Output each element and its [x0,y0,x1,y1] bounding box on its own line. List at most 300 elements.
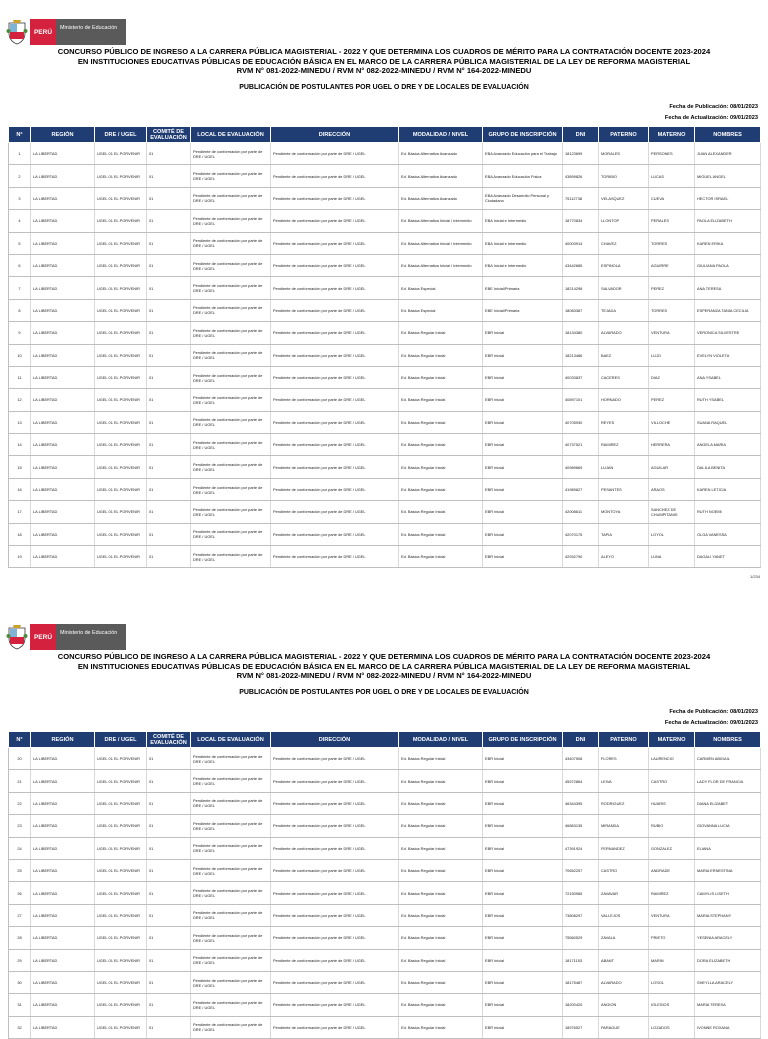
cell-nombres: DAGALI YANET [695,546,761,568]
cell-dni: 43899826 [563,165,599,187]
cell-modalidad-nivel: Ed. Básica Regular Inicial [399,994,483,1016]
cell-dni: 42070175 [563,523,599,545]
cell-materno: DIAZ [649,366,695,388]
cell-modalidad-nivel: Ed. Básica Regular Inicial [399,815,483,837]
cell-dni: 43442685 [563,254,599,276]
ministry-name: Ministerio de Educación [56,624,126,650]
cell-grupo-inscripcion: EBR Inicial [483,971,563,993]
table-row [9,815,761,837]
column-header-local-evaluacion: LOCAL DE EVALUACIÓN [191,127,271,143]
cell-direccion: Pendiente de conformación por parte de DRE / UGEL [271,792,399,814]
cell-dre-ugel: UGEL 01 EL PORVENIR [95,210,147,232]
cell-dni: 47391924 [563,837,599,859]
cell-grupo-inscripcion: EBR Inicial [483,501,563,523]
table-row [9,344,761,366]
cell-paterno: FERNANDEZ [599,837,649,859]
cell-paterno: CACERES [599,366,649,388]
cell-region: LA LIBERTAD [31,994,95,1016]
cell-nombres: PAOLA ELIZABETH [695,210,761,232]
peru-brand: PERÚ [30,19,56,45]
document-subtitle: PUBLICACIÓN DE POSTULANTES POR UGEL O DRE Y DE LOCALES DE EVALUACIÓN [239,84,529,91]
cell-direccion: Pendiente de conformación por parte de DRE / UGEL [271,143,399,165]
cell-grupo-inscripcion: EBR Inicial [483,1016,563,1038]
cell-comite: 01 [147,523,191,545]
table-row [9,165,761,187]
cell-comite: 01 [147,770,191,792]
cell-modalidad-nivel: Ed. Básica Regular Inicial [399,859,483,881]
cell-num: 6 [9,254,31,276]
cell-dre-ugel: UGEL 01 EL PORVENIR [95,299,147,321]
column-header-materno: MATERNO [649,732,695,748]
cell-dni: 75112738 [563,187,599,209]
cell-modalidad-nivel: Ed. Básica Alternativa Avanzado [399,143,483,165]
column-header-direccion: DIRECCIÓN [271,127,399,143]
cell-dni: 40033837 [563,366,599,388]
cell-nombres: HECTOR ISRAEL [695,187,761,209]
cell-local-evaluacion: Pendiente de conformación por parte de DRE / UGEL [191,859,271,881]
cell-local-evaluacion: Pendiente de conformación por parte de DRE / UGEL [191,478,271,500]
cell-grupo-inscripcion: EBR Inicial [483,770,563,792]
column-header-dre-ugel: DRE / UGEL [95,127,147,143]
cell-dni: 40897101 [563,389,599,411]
cell-dre-ugel: UGEL 01 EL PORVENIR [95,748,147,770]
cell-num: 12 [9,389,31,411]
cell-num: 19 [9,546,31,568]
table-row [9,389,761,411]
cell-materno: MARIN [649,949,695,971]
cell-direccion: Pendiente de conformación por parte de DRE / UGEL [271,299,399,321]
cell-paterno: VALLEJOS [599,904,649,926]
cell-dni: 18083387 [563,299,599,321]
cell-region: LA LIBERTAD [31,859,95,881]
cell-paterno: TAPIA [599,523,649,545]
cell-grupo-inscripcion: EBR Inicial [483,927,563,949]
table-row [9,770,761,792]
cell-comite: 01 [147,322,191,344]
cell-local-evaluacion: Pendiente de conformación por parte de DRE / UGEL [191,994,271,1016]
cell-dre-ugel: UGEL 01 EL PORVENIR [95,1016,147,1038]
cell-num: 30 [9,971,31,993]
table-row [9,859,761,881]
cell-modalidad-nivel: Ed. Básica Regular Inicial [399,501,483,523]
column-header-direccion: DIRECCIÓN [271,732,399,748]
cell-num: 24 [9,837,31,859]
cell-nombres: DALILA BENITA [695,456,761,478]
table-row [9,254,761,276]
cell-local-evaluacion: Pendiente de conformación por parte de DRE / UGEL [191,434,271,456]
cell-region: LA LIBERTAD [31,165,95,187]
cell-comite: 01 [147,299,191,321]
cell-dni: 42008611 [563,501,599,523]
column-header-nombres: NOMBRES [695,127,761,143]
cell-modalidad-nivel: Ed. Básica Regular Inicial [399,344,483,366]
cell-comite: 01 [147,1016,191,1038]
title-line-1: CONCURSO PÚBLICO DE INGRESO A LA CARRERA PÚBLICA MAGISTERIAL - 2022 Y QUE DETERMINA LOS CUADROS DE MÉRITO PARA LA CONTRATACIÓN DOCENTE 2023-2024 [57,652,711,661]
cell-direccion: Pendiente de conformación por parte de DRE / UGEL [271,434,399,456]
cell-comite: 01 [147,859,191,881]
cell-region: LA LIBERTAD [31,546,95,568]
title-line-3: RVM N° 081-2022-MINEDU / RVM N° 082-2022-MINEDU / RVM N° 164-2022-MINEDU [236,66,532,76]
cell-dni: 40737521 [563,434,599,456]
cell-local-evaluacion: Pendiente de conformación por parte de DRE / UGEL [191,456,271,478]
cell-nombres: SUANA RAQUEL [695,411,761,433]
cell-nombres: ESPERANZA TANIA CECILIA [695,299,761,321]
cell-region: LA LIBERTAD [31,434,95,456]
cell-region: LA LIBERTAD [31,792,95,814]
cell-num: 21 [9,770,31,792]
cell-modalidad-nivel: Ed. Básica Alternativa Avanzado [399,187,483,209]
cell-dni: 72150965 [563,882,599,904]
cell-local-evaluacion: Pendiente de conformación por parte de DRE / UGEL [191,389,271,411]
cell-grupo-inscripcion: EBA Avanzado Educación para el Trabajo [483,143,563,165]
cell-direccion: Pendiente de conformación por parte de DRE / UGEL [271,882,399,904]
column-header-dre-ugel: DRE / UGEL [95,732,147,748]
cell-comite: 01 [147,187,191,209]
cell-local-evaluacion: Pendiente de conformación por parte de DRE / UGEL [191,366,271,388]
cell-modalidad-nivel: Ed. Básica Regular Inicial [399,546,483,568]
cell-direccion: Pendiente de conformación por parte de DRE / UGEL [271,1016,399,1038]
column-header-paterno: PATERNO [599,127,649,143]
cell-grupo-inscripcion: EBR Inicial [483,815,563,837]
cell-materno: PEREZ [649,389,695,411]
cell-region: LA LIBERTAD [31,478,95,500]
cell-direccion: Pendiente de conformación por parte de DRE / UGEL [271,254,399,276]
cell-region: LA LIBERTAD [31,904,95,926]
cell-region: LA LIBERTAD [31,322,95,344]
table-row [9,299,761,321]
cell-local-evaluacion: Pendiente de conformación por parte de DRE / UGEL [191,904,271,926]
cell-region: LA LIBERTAD [31,949,95,971]
table-row [9,546,761,568]
cell-num: 16 [9,478,31,500]
table-row [9,1016,761,1038]
cell-paterno: ALVARADO [599,322,649,344]
cell-comite: 01 [147,748,191,770]
cell-dre-ugel: UGEL 01 EL PORVENIR [95,904,147,926]
cell-local-evaluacion: Pendiente de conformación por parte de DRE / UGEL [191,770,271,792]
cell-materno: IGLESIOS [649,994,695,1016]
update-date: Fecha de Actualización: 09/01/2023 [664,720,758,726]
cell-materno: ARAOS [649,478,695,500]
cell-dni: 18175487 [563,971,599,993]
column-header-comite: COMITÉ DE EVALUACIÓN [147,127,191,143]
cell-local-evaluacion: Pendiente de conformación por parte de DRE / UGEL [191,546,271,568]
cell-comite: 01 [147,389,191,411]
cell-comite: 01 [147,411,191,433]
table-row [9,210,761,232]
cell-materno: RUBIO [649,815,695,837]
cell-grupo-inscripcion: EBR Inicial [483,837,563,859]
cell-dni: 18213486 [563,344,599,366]
cell-dni: 43407508 [563,748,599,770]
cell-grupo-inscripcion: EBR Inicial [483,344,563,366]
table-row [9,792,761,814]
cell-grupo-inscripcion: EBR Inicial [483,456,563,478]
cell-materno: CASTRO [649,770,695,792]
cell-num: 8 [9,299,31,321]
column-header-comite: COMITÉ DE EVALUACIÓN [147,732,191,748]
cell-dre-ugel: UGEL 01 EL PORVENIR [95,322,147,344]
cell-local-evaluacion: Pendiente de conformación por parte de DRE / UGEL [191,949,271,971]
cell-dni: 18200420 [563,994,599,1016]
cell-region: LA LIBERTAD [31,501,95,523]
cell-dre-ugel: UGEL 01 EL PORVENIR [95,837,147,859]
cell-paterno: RODRIGUEZ [599,792,649,814]
column-header-modalidad-nivel: MODALIDAD / NIVEL [399,732,483,748]
cell-modalidad-nivel: Ed. Básica Regular Inicial [399,904,483,926]
cell-comite: 01 [147,344,191,366]
cell-dni: 73808297 [563,904,599,926]
cell-materno: CUEVA [649,187,695,209]
cell-local-evaluacion: Pendiente de conformación por parte de DRE / UGEL [191,815,271,837]
cell-nombres: JUAN ALEXANDER [695,143,761,165]
cell-region: LA LIBERTAD [31,411,95,433]
cell-direccion: Pendiente de conformación por parte de DRE / UGEL [271,523,399,545]
cell-grupo-inscripcion: EBR Inicial [483,389,563,411]
cell-comite: 01 [147,232,191,254]
cell-materno: HERRERA [649,434,695,456]
cell-grupo-inscripcion: EBR Inicial [483,859,563,881]
cell-nombres: EVELYN VIOLETA [695,344,761,366]
cell-local-evaluacion: Pendiente de conformación por parte de DRE / UGEL [191,344,271,366]
table-row [9,882,761,904]
cell-local-evaluacion: Pendiente de conformación por parte de DRE / UGEL [191,523,271,545]
cell-comite: 01 [147,546,191,568]
cell-num: 32 [9,1016,31,1038]
cell-comite: 01 [147,366,191,388]
cell-dre-ugel: UGEL 01 EL PORVENIR [95,411,147,433]
cell-modalidad-nivel: Ed. Básica Regular Inicial [399,837,483,859]
cell-materno: LAURENCIO [649,748,695,770]
cell-nombres: SHEYLLA ARACELY [695,971,761,993]
cell-modalidad-nivel: Ed. Básica Regular Inicial [399,389,483,411]
cell-modalidad-nivel: Ed. Básica Regular Inicial [399,949,483,971]
cell-region: LA LIBERTAD [31,143,95,165]
cell-dre-ugel: UGEL 01 EL PORVENIR [95,254,147,276]
cell-region: LA LIBERTAD [31,210,95,232]
cell-num: 14 [9,434,31,456]
cell-direccion: Pendiente de conformación por parte de DRE / UGEL [271,478,399,500]
cell-nombres: OLGA VANESSA [695,523,761,545]
cell-grupo-inscripcion: EBR Inicial [483,322,563,344]
publication-date: Fecha de Publicación: 08/01/2023 [669,709,758,715]
cell-nombres: MARIA STEPHANY [695,904,761,926]
cell-num: 3 [9,187,31,209]
cell-modalidad-nivel: Ed. Básica Regular Inicial [399,322,483,344]
cell-dni: 18976527 [563,1016,599,1038]
cell-materno: SANCHEZ DE CHUMPITANIS [649,501,695,523]
cell-grupo-inscripcion: EBR Inicial [483,882,563,904]
cell-direccion: Pendiente de conformación por parte de DRE / UGEL [271,501,399,523]
cell-local-evaluacion: Pendiente de conformación por parte de DRE / UGEL [191,501,271,523]
cell-paterno: REYES [599,411,649,433]
minedu-logo [6,18,126,46]
peru-crest-icon [6,19,28,45]
cell-local-evaluacion: Pendiente de conformación por parte de DRE / UGEL [191,277,271,299]
cell-comite: 01 [147,456,191,478]
cell-nombres: GIOVANNA LUCIA [695,815,761,837]
cell-direccion: Pendiente de conformación por parte de DRE / UGEL [271,859,399,881]
cell-local-evaluacion: Pendiente de conformación por parte de DRE / UGEL [191,882,271,904]
cell-nombres: IVONNE ROXANA [695,1016,761,1038]
cell-paterno: SALVADOR [599,277,649,299]
cell-comite: 01 [147,478,191,500]
cell-materno: LUNA [649,546,695,568]
cell-region: LA LIBERTAD [31,232,95,254]
table-row [9,501,761,523]
cell-paterno: LEIVA [599,770,649,792]
cell-dre-ugel: UGEL 01 EL PORVENIR [95,187,147,209]
cell-nombres: DORA ELIZABETH [695,949,761,971]
cell-paterno: ALEYO [599,546,649,568]
document-page-2 [0,605,768,1033]
cell-direccion: Pendiente de conformación por parte de DRE / UGEL [271,232,399,254]
cell-comite: 01 [147,904,191,926]
cell-num: 15 [9,456,31,478]
cell-dni: 75560529 [563,927,599,949]
cell-comite: 01 [147,837,191,859]
table-row [9,277,761,299]
cell-dre-ugel: UGEL 01 EL PORVENIR [95,994,147,1016]
table-row [9,949,761,971]
table-row [9,232,761,254]
cell-dni: 18770834 [563,210,599,232]
table-row [9,366,761,388]
cell-paterno: ZAVALA [599,927,649,949]
cell-dre-ugel: UGEL 01 EL PORVENIR [95,971,147,993]
cell-direccion: Pendiente de conformación por parte de DRE / UGEL [271,994,399,1016]
cell-direccion: Pendiente de conformación por parte de DRE / UGEL [271,210,399,232]
cell-modalidad-nivel: Ed. Básica Regular Inicial [399,927,483,949]
cell-num: 7 [9,277,31,299]
cell-nombres: RUTH YSABEL [695,389,761,411]
cell-materno: RAMIREZ [649,882,695,904]
publication-date: Fecha de Publicación: 08/01/2023 [669,104,758,110]
table-row [9,837,761,859]
cell-modalidad-nivel: Ed. Básica Especial [399,277,483,299]
cell-materno: TORRES [649,299,695,321]
document-title [0,652,768,681]
cell-direccion: Pendiente de conformación por parte de DRE / UGEL [271,927,399,949]
cell-local-evaluacion: Pendiente de conformación por parte de DRE / UGEL [191,1016,271,1038]
column-header-dni: DNI [563,732,599,748]
cell-paterno: MIRANDA [599,815,649,837]
cell-modalidad-nivel: Ed. Básica Regular Inicial [399,770,483,792]
table-row [9,994,761,1016]
cell-dni: 41989627 [563,478,599,500]
cell-materno: LUCAS [649,165,695,187]
cell-dni: 18214298 [563,277,599,299]
cell-materno: AGUIRRE [649,254,695,276]
cell-local-evaluacion: Pendiente de conformación por parte de DRE / UGEL [191,210,271,232]
cell-dni: 40003914 [563,232,599,254]
cell-dre-ugel: UGEL 01 EL PORVENIR [95,232,147,254]
table-header-row [9,127,761,143]
cell-dni: 42932790 [563,546,599,568]
cell-direccion: Pendiente de conformación por parte de DRE / UGEL [271,411,399,433]
cell-region: LA LIBERTAD [31,254,95,276]
cell-direccion: Pendiente de conformación por parte de DRE / UGEL [271,949,399,971]
cell-modalidad-nivel: Ed. Básica Regular Inicial [399,434,483,456]
cell-dni: 70652257 [563,859,599,881]
cell-modalidad-nivel: Ed. Básica Regular Inicial [399,456,483,478]
cell-comite: 01 [147,165,191,187]
cell-region: LA LIBERTAD [31,748,95,770]
cell-nombres: ELIANA [695,837,761,859]
cell-num: 9 [9,322,31,344]
cell-grupo-inscripcion: EBA Inicial e Intermedio [483,210,563,232]
cell-direccion: Pendiente de conformación por parte de DRE / UGEL [271,277,399,299]
cell-dni: 45972864 [563,770,599,792]
table-row [9,904,761,926]
cell-dre-ugel: UGEL 01 EL PORVENIR [95,770,147,792]
cell-num: 23 [9,815,31,837]
cell-dre-ugel: UGEL 01 EL PORVENIR [95,792,147,814]
cell-direccion: Pendiente de conformación por parte de DRE / UGEL [271,546,399,568]
cell-modalidad-nivel: Ed. Básica Regular Inicial [399,748,483,770]
cell-nombres: MIGUEL ANGEL [695,165,761,187]
cell-direccion: Pendiente de conformación por parte de DRE / UGEL [271,904,399,926]
table-row [9,434,761,456]
cell-dre-ugel: UGEL 01 EL PORVENIR [95,165,147,187]
cell-local-evaluacion: Pendiente de conformación por parte de DRE / UGEL [191,254,271,276]
update-date: Fecha de Actualización: 09/01/2023 [664,115,758,121]
minedu-logo [6,623,126,651]
cell-materno: LOYOL [649,523,695,545]
cell-materno: PERSONES [649,143,695,165]
cell-materno: PERALES [649,210,695,232]
cell-dre-ugel: UGEL 01 EL PORVENIR [95,366,147,388]
cell-paterno: PESANTES [599,478,649,500]
cell-modalidad-nivel: Ed. Básica Regular Inicial [399,478,483,500]
cell-materno: LUJO [649,344,695,366]
table-row [9,456,761,478]
cell-grupo-inscripcion: EBE Inicial/Primaria [483,277,563,299]
cell-modalidad-nivel: Ed. Básica Alternativa Avanzado [399,165,483,187]
cell-region: LA LIBERTAD [31,187,95,209]
cell-num: 10 [9,344,31,366]
peru-crest-icon [6,624,28,650]
cell-dni: 18171153 [563,949,599,971]
column-header-region: REGIÓN [31,732,95,748]
cell-local-evaluacion: Pendiente de conformación por parte de DRE / UGEL [191,411,271,433]
cell-paterno: CASTRO [599,859,649,881]
page-number: 1/234 [749,574,760,579]
cell-grupo-inscripcion: EBR Inicial [483,904,563,926]
table-header-row [9,732,761,748]
cell-materno: VILLOCHE [649,411,695,433]
cell-materno: LOSOL [649,971,695,993]
table-row [9,187,761,209]
cell-grupo-inscripcion: EBA Avanzado Educación Física [483,165,563,187]
cell-num: 13 [9,411,31,433]
cell-paterno: LLONTOP [599,210,649,232]
cell-direccion: Pendiente de conformación por parte de DRE / UGEL [271,815,399,837]
column-header-region: REGIÓN [31,127,95,143]
cell-region: LA LIBERTAD [31,299,95,321]
cell-comite: 01 [147,254,191,276]
cell-local-evaluacion: Pendiente de conformación por parte de DRE / UGEL [191,837,271,859]
cell-dni: 18123699 [563,143,599,165]
cell-local-evaluacion: Pendiente de conformación por parte de DRE / UGEL [191,792,271,814]
cell-paterno: LUJAN [599,456,649,478]
cell-num: 11 [9,366,31,388]
cell-nombres: MARIA TERESA [695,994,761,1016]
cell-num: 28 [9,927,31,949]
cell-num: 4 [9,210,31,232]
table-row [9,478,761,500]
cell-modalidad-nivel: Ed. Básica Regular Inicial [399,411,483,433]
